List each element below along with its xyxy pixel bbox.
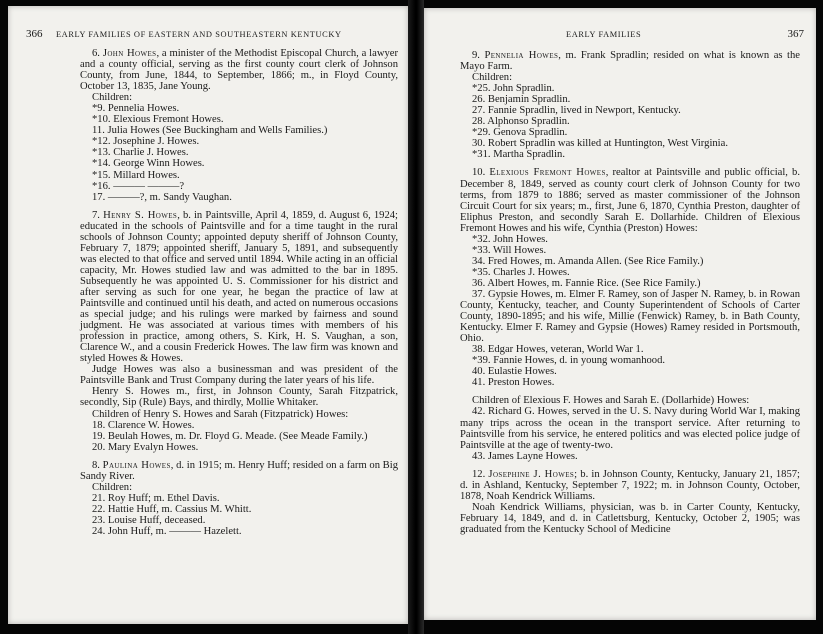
list-item: 27. Fannie Spradlin, lived in Newport, Kentucky. xyxy=(472,105,681,117)
children-label: Children of Henry S. Howes and Sarah (Fitzpatrick) Howes: xyxy=(92,408,349,420)
book-gutter xyxy=(408,0,424,634)
list-item: *25. John Spradlin. xyxy=(472,83,555,95)
list-item: 21. Roy Huff; m. Ethel Davis. xyxy=(92,492,220,504)
list-item: *16. ——— ———? xyxy=(92,180,185,192)
running-header xyxy=(566,30,804,39)
entry-10: 10. Elexious Fremont Howes, realtor at Paintsville and public official, b. December 8, 1849, served as county court clerk of Johnson County for two terms, from 1879 to 1886; served as master commissioner of the Johnson Circuit Court for six years; m., first, June 6, 1870, Cynthia Preston, daughter of Eliphus Preston, and secondly Sarah E. Dollarhide. Children of Elexious Fremont Howes and his wife, Cynthia (Preston) Howes: xyxy=(460,167,800,234)
list-item: 30. Robert Spradlin was killed at Huntington, West Virginia. xyxy=(472,138,728,150)
list-item: 36. Albert Howes, m. Fannie Rice. (See Rice Family.) xyxy=(472,277,701,289)
list-item: *12. Josephine J. Howes. xyxy=(92,136,200,148)
children-list xyxy=(460,234,800,289)
children-list xyxy=(460,344,800,388)
list-item: *39. Fannie Howes, d. in young womanhood. xyxy=(472,355,666,367)
list-item: 24. John Huff, m. ——— Hazelett. xyxy=(92,525,242,537)
entry-name: Pennelia Howes xyxy=(484,50,559,61)
children-list xyxy=(80,420,398,453)
list-item: 42. Richard G. Howes, served in the U. S. Navy during World War I, making many trips across the ocean in the transport service. After returning to Paintsville from his service, he entered politics and was elected police judge of Paintsville at the age of twenty-two. xyxy=(460,406,800,451)
list-item: *15. Millard Howes. xyxy=(92,169,180,181)
running-header xyxy=(26,28,342,40)
entry-6: 6. John Howes, a minister of the Methodist Episcopal Church, a lawyer and a county official, serving as the first county court clerk of Johnson County, from June, 1844, to September, 1866; m., in Floyd County, October 13, 1835, Jane Young. xyxy=(80,48,398,93)
list-item: 22. Hattie Huff, m. Cassius M. Whitt. xyxy=(92,503,252,515)
children-list xyxy=(80,493,398,537)
list-item: *10. Elexious Fremont Howes. xyxy=(92,114,224,126)
entry-name: John Howes xyxy=(102,48,157,59)
list-item: 41. Preston Howes. xyxy=(472,377,555,389)
children-list xyxy=(460,83,800,160)
list-item: 38. Edgar Howes, veteran, World War 1. xyxy=(472,344,644,356)
list-item: 26. Benjamin Spradlin. xyxy=(472,94,571,106)
entry-name: Josephine J. Howes xyxy=(488,468,575,480)
list-item: *13. Charlie J. Howes. xyxy=(92,147,189,159)
list-item: 37. Gypsie Howes, m. Elmer F. Ramey, son of Jasper N. Ramey, b. in Rowan County, Kentucky, teacher, and County Superintendent of Schools of Carter County, 1890-1895; and his wife, Millie (Fenwick) Ramey, b. in Bath County, Kentucky. Elmer F. Ramey and Gypsie (Howes) Ramey resided in Portsmouth, Ohio. xyxy=(460,288,800,345)
list-item: 28. Alphonso Spradlin. xyxy=(472,116,570,128)
paragraph: Judge Howes was also a businessman and was president of the Paintsville Bank and Trust Company during the later years of his life. xyxy=(80,364,398,387)
header-title: EARLY FAMILIES OF EASTERN AND SOUTHEASTERN KENTUCKY xyxy=(55,30,342,39)
page-number: 366 xyxy=(26,28,43,40)
list-item: 43. James Layne Howes. xyxy=(472,450,578,462)
children-list xyxy=(80,103,398,202)
entry-name: Henry S. Howes xyxy=(103,209,178,221)
list-item: 23. Louise Huff, deceased. xyxy=(92,514,206,526)
list-item: 20. Mary Evalyn Howes. xyxy=(92,441,199,453)
list-item: 18. Clarence W. Howes. xyxy=(92,419,195,431)
list-item: *14. George Winn Howes. xyxy=(92,158,205,170)
list-item: *29. Genova Spradlin. xyxy=(472,127,568,139)
children-label: Children: xyxy=(92,481,133,493)
list-item: *33. Will Howes. xyxy=(472,244,547,256)
entry-name: Paulina Howes xyxy=(102,459,171,471)
list-item: 19. Beulah Howes, m. Dr. Floyd G. Meade. (See Meade Family.) xyxy=(92,430,368,442)
paragraph: Noah Kendrick Williams, physician, was b. in Carter County, Kentucky, February 14, 1849, and d. in Catlettsburg, Kentucky, October 2, 1905; was graduated from the Kentucky School of Medicine xyxy=(460,501,800,535)
children-label: Children: xyxy=(472,72,513,84)
entry-8: 8. Paulina Howes, d. in 1915; m. Henry Huff; resided on a farm on Big Sandy River. xyxy=(80,459,398,482)
header-title: EARLY FAMILIES xyxy=(566,30,642,39)
page-body xyxy=(80,48,398,537)
list-item: 17. ———?, m. Sandy Vaughan. xyxy=(92,191,232,203)
left-page xyxy=(8,6,408,624)
paragraph: Children of Elexious F. Howes and Sarah E. (Dollarhide) Howes: xyxy=(472,395,750,407)
list-item: 11. Julia Howes (See Buckingham and Wells Families.) xyxy=(92,125,328,137)
page-body xyxy=(460,50,800,535)
list-item: 34. Fred Howes, m. Amanda Allen. (See Rice Family.) xyxy=(472,255,704,267)
entry-name: Elexious Fremont Howes xyxy=(489,167,606,179)
page-number: 367 xyxy=(787,28,804,40)
list-item: *9. Pennelia Howes. xyxy=(92,103,180,115)
list-item: 40. Eulastie Howes. xyxy=(472,366,557,378)
entry-12: 12. Josephine J. Howes; b. in Johnson County, Kentucky, January 21, 1857; d. in Ashland, Kentucky, September 7, 1922; m. in Johnson County, October, 1878, Noah Kendrick Williams. xyxy=(460,468,800,502)
children-label: Children: xyxy=(92,92,133,104)
entry-9: 9. Pennelia Howes, m. Frank Spradlin; resided on what is known as the Mayo Farm. xyxy=(460,50,800,73)
paragraph: Henry S. Howes m., first, in Johnson County, Sarah Fitzpatrick, secondly, Sip (Rule) Bays, and thirdly, Mollie Whitaker. xyxy=(80,386,398,409)
list-item: *35. Charles J. Howes. xyxy=(472,266,570,278)
entry-7: 7. Henry S. Howes, b. in Paintsville, April 4, 1859, d. August 6, 1924; educated in the schools of Paintsville and for a time taught in the rural schools of Johnson County; appointed deputy sheriff of Johnson County, February 7, 1879; appointed sheriff, January 5, 1891, and subsequently was elected to that office and served until 1894. While acting in an official capacity, Mr. Howes studied law and was admitted to the bar in 1895. Subsequently he was appointed U. S. Commissioner for his district and after serving as such for one year, he began the practice of law at Paintsville and continued until his death, and acted on numerous occasions as special judge; and his rulings were marked by fairness and sound judgment. He was associated at various times with members of his profession in practice, among others, S. Kirk, H. S. Vaughan, a son, Clarence W., and a cousin Frederick Howes. The law firm was known and styled Howes & Howes. xyxy=(80,209,398,365)
right-page xyxy=(424,8,816,620)
list-item: *31. Martha Spradlin. xyxy=(472,149,565,161)
list-item: *32. John Howes. xyxy=(472,233,548,245)
